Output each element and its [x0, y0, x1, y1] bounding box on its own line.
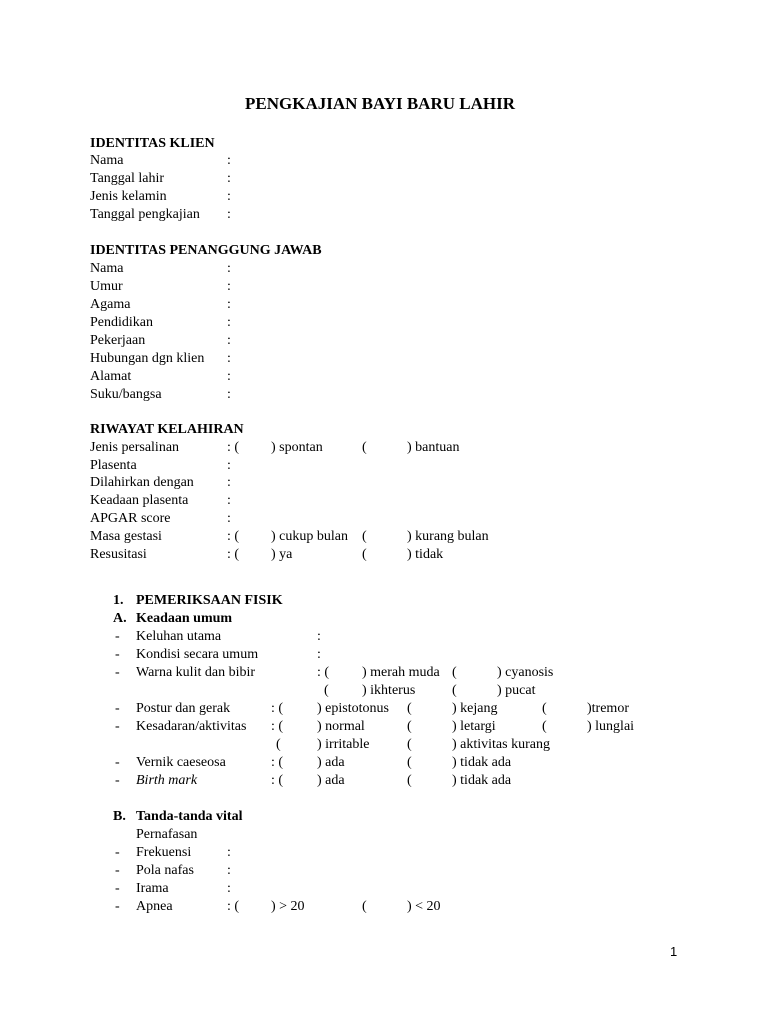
colon: : [227, 511, 231, 526]
label-plasenta: Plasenta [90, 458, 137, 473]
subheading-pernafasan: Pernafasan [136, 827, 198, 842]
option-cukup-bulan: ) cukup bulan [271, 529, 348, 544]
label-pendidikan: Pendidikan [90, 315, 153, 330]
option-open: : ( [227, 440, 240, 455]
subsection-heading-keadaan-umum: Keadaan umum [136, 611, 233, 626]
label-birth-mark: Birth mark [136, 773, 198, 788]
subsection-heading-tanda-vital: Tanda-tanda vital [136, 809, 243, 824]
option-open: : ( [271, 773, 284, 788]
label-dilahirkan-dengan: Dilahirkan dengan [90, 475, 194, 490]
list-dash: - [115, 773, 120, 788]
section-heading-riwayat-kelahiran: RIWAYAT KELAHIRAN [90, 422, 244, 437]
list-dash: - [115, 629, 120, 644]
option-open: : ( [271, 755, 284, 770]
option-kurang-bulan: ) kurang bulan [407, 529, 489, 544]
colon: : [227, 171, 231, 186]
option-normal: ) normal [317, 719, 365, 734]
option-ikhterus: ) ikhterus [362, 683, 416, 698]
option-merah-muda: ) merah muda [362, 665, 440, 680]
colon: : [227, 863, 231, 878]
colon: : [227, 845, 231, 860]
colon: : [227, 351, 231, 366]
option-open: ( [542, 701, 547, 716]
option-epistotonus: ) epistotonus [317, 701, 389, 716]
label-apnea: Apnea [136, 899, 173, 914]
label-tanggal-lahir: Tanggal lahir [90, 171, 165, 186]
section-heading-pemeriksaan-fisik: PEMERIKSAAN FISIK [136, 593, 283, 608]
label-tanggal-pengkajian: Tanggal pengkajian [90, 207, 200, 222]
option-open: : ( [271, 719, 284, 734]
colon: : [227, 153, 231, 168]
option-less-than-20: ) < 20 [407, 899, 441, 914]
colon: : [227, 369, 231, 384]
option-open: ( [542, 719, 547, 734]
colon: : [227, 333, 231, 348]
option-aktivitas-kurang: ) aktivitas kurang [452, 737, 550, 752]
label-resusitasi: Resusitasi [90, 547, 147, 562]
option-open: ( [452, 665, 457, 680]
colon: : [227, 189, 231, 204]
option-open: ( [407, 719, 412, 734]
option-open: ( [362, 547, 367, 562]
page-number: 1 [670, 944, 678, 959]
label-frekuensi: Frekuensi [136, 845, 192, 860]
page-title: PENGKAJIAN BAYI BARU LAHIR [245, 94, 515, 113]
option-open: ( [362, 440, 367, 455]
option-lunglai: ) lunglai [587, 719, 635, 734]
option-open: : ( [317, 665, 330, 680]
label-jenis-kelamin: Jenis kelamin [90, 189, 167, 204]
option-open: ( [407, 701, 412, 716]
option-open: ( [276, 737, 281, 752]
colon: : [227, 297, 231, 312]
colon: : [227, 475, 231, 490]
colon: : [227, 261, 231, 276]
label-pekerjaan: Pekerjaan [90, 333, 146, 348]
option-open: : ( [227, 547, 240, 562]
label-kondisi-umum: Kondisi secara umum [136, 647, 259, 662]
option-tidak: ) tidak [407, 547, 444, 562]
option-tremor: )tremor [587, 701, 629, 716]
label-nama-pj: Nama [90, 261, 124, 276]
option-kejang: ) kejang [452, 701, 498, 716]
option-irritable: ) irritable [317, 737, 370, 752]
option-ya: ) ya [271, 547, 293, 562]
label-vernik-caeseosa: Vernik caeseosa [136, 755, 226, 770]
list-dash: - [115, 701, 120, 716]
option-letargi: ) letargi [452, 719, 496, 734]
option-open: : ( [227, 899, 240, 914]
option-open: ( [407, 773, 412, 788]
option-open: ( [407, 755, 412, 770]
option-cyanosis: ) cyanosis [497, 665, 554, 680]
option-pucat: ) pucat [497, 683, 536, 698]
label-keadaan-plasenta: Keadaan plasenta [90, 493, 189, 508]
label-irama: Irama [136, 881, 169, 896]
option-more-than-20: ) > 20 [271, 899, 305, 914]
label-agama: Agama [90, 297, 131, 312]
option-spontan: ) spontan [271, 440, 323, 455]
option-tidak-ada: ) tidak ada [452, 773, 512, 788]
option-ada: ) ada [317, 773, 345, 788]
colon: : [227, 458, 231, 473]
option-open: ( [362, 529, 367, 544]
option-bantuan: ) bantuan [407, 440, 460, 455]
label-hubungan: Hubungan dgn klien [90, 351, 205, 366]
colon: : [317, 629, 321, 644]
label-jenis-persalinan: Jenis persalinan [90, 440, 180, 455]
label-masa-gestasi: Masa gestasi [90, 529, 162, 544]
label-alamat: Alamat [90, 369, 132, 384]
option-open: : ( [271, 701, 284, 716]
list-dash: - [115, 845, 120, 860]
colon: : [227, 279, 231, 294]
colon: : [227, 881, 231, 896]
label-nama-klien: Nama [90, 153, 124, 168]
section-heading-penanggung-jawab: IDENTITAS PENANGGUNG JAWAB [90, 243, 322, 258]
label-suku-bangsa: Suku/bangsa [90, 387, 162, 402]
colon: : [227, 493, 231, 508]
list-dash: - [115, 899, 120, 914]
colon: : [317, 647, 321, 662]
subsection-letter: A. [113, 611, 127, 626]
option-open: ( [407, 737, 412, 752]
label-keluhan-utama: Keluhan utama [136, 629, 222, 644]
list-dash: - [115, 755, 120, 770]
colon: : [227, 387, 231, 402]
option-open: ( [324, 683, 329, 698]
label-pola-nafas: Pola nafas [136, 863, 194, 878]
option-ada: ) ada [317, 755, 345, 770]
subsection-letter: B. [113, 809, 126, 824]
option-open: ( [452, 683, 457, 698]
option-open: ( [362, 899, 367, 914]
list-dash: - [115, 881, 120, 896]
label-kesadaran-aktivitas: Kesadaran/aktivitas [136, 719, 247, 734]
label-postur-gerak: Postur dan gerak [136, 701, 231, 716]
colon: : [227, 207, 231, 222]
colon: : [227, 315, 231, 330]
label-warna-kulit: Warna kulit dan bibir [136, 665, 256, 680]
list-dash: - [115, 647, 120, 662]
option-open: : ( [227, 529, 240, 544]
label-apgar-score: APGAR score [90, 511, 171, 526]
list-dash: - [115, 719, 120, 734]
section-heading-identitas-klien: IDENTITAS KLIEN [90, 136, 215, 151]
section-number: 1. [113, 593, 124, 608]
list-dash: - [115, 863, 120, 878]
option-tidak-ada: ) tidak ada [452, 755, 512, 770]
label-umur: Umur [90, 279, 123, 294]
list-dash: - [115, 665, 120, 680]
